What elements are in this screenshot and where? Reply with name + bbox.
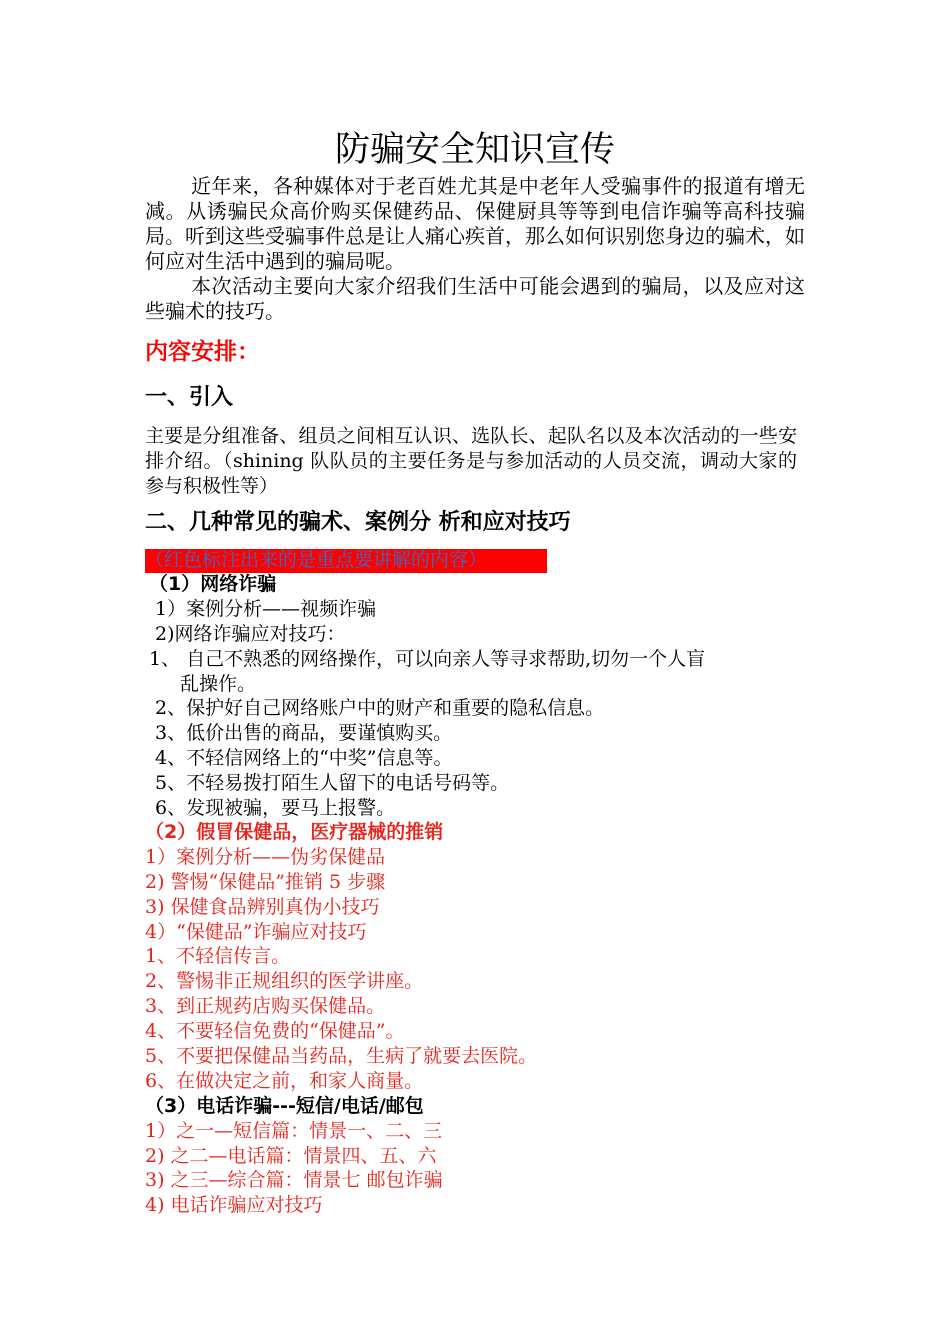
part-1-item: 4、不轻信网络上的“中奖”信息等。 [155,747,453,769]
part-1-item: 乱操作。 [180,673,257,695]
part-2-item: 2、警惕非正规组织的医学讲座。 [145,970,424,992]
part-1-item: 3、低价出售的商品，要谨慎购买。 [155,722,453,744]
part-2-item: 1、不轻信传言。 [145,945,291,967]
part-3-item: 1）之一—短信篇：情景一、二、三 [145,1120,443,1142]
part-1-item: 5、不轻易拨打陌生人留下的电话号码等。 [155,772,510,794]
intro-paragraph-1: 近年来，各种媒体对于老百姓尤其是中老年人受骗事件的报道有增无减。从诱骗民众高价购买保健药品、保健厨具等等到电信诈骗等高科技骗局。听到这些受骗事件总是让人痛心疾首，那么如何识别您身边的骗术，如何应对生活中遇到的骗局呢。 [145,174,805,273]
section-1-heading: 一、引入 [145,385,234,410]
part-2-item: 3) 保健食品辨别真伪小技巧 [145,896,380,918]
part-2-item: 6、在做决定之前，和家人商量。 [145,1070,424,1092]
part-3-item: 3) 之三—综合篇：情景七 邮包诈骗 [145,1169,443,1191]
content-heading: 内容安排： [145,339,260,365]
part-1-title: （1）网络诈骗 [149,573,277,595]
page-title: 防骗安全知识宣传 [334,130,615,170]
part-2-item: 4、不要轻信免费的“保健品”。 [145,1020,405,1042]
part-3-item: 2) 之二—电话篇：情景四、五、六 [145,1145,437,1167]
part-2-item: 3、到正规药店购买保健品。 [145,995,386,1017]
section-2-heading: 二、几种常见的骗术、案例分 析和应对技巧 [145,510,571,535]
part-2-item: 1）案例分析——伪劣保健品 [145,846,386,868]
part-3-item: 4) 电话诈骗应对技巧 [145,1194,323,1216]
intro-paragraph-2: 本次活动主要向大家介绍我们生活中可能会遇到的骗局，以及应对这些骗术的技巧。 [145,274,805,323]
part-2-item: 5、不要把保健品当药品，生病了就要去医院。 [145,1045,538,1067]
part-1-item: 6、发现被骗，要马上报警。 [155,797,396,819]
part-2-title: （2）假冒保健品，医疗器械的推销 [145,821,444,843]
part-3-title: （3）电话诈骗---短信/电话/邮包 [145,1095,424,1117]
part-1-item: 1、 自己不熟悉的网络操作，可以向亲人等寻求帮助,切勿一个人盲 [149,648,706,670]
part-1-item: 1）案例分析——视频诈骗 [155,598,377,620]
section-1-body: 主要是分组准备、组员之间相互认识、选队长、起队名以及本次活动的一些安排介绍。（shining 队队员的主要任务是与参加活动的人员交流，调动大家的参与积极性等） [145,425,797,497]
part-2-item: 4）“保健品”诈骗应对技巧 [145,921,367,943]
highlight-note: （红色标注出来的是重点要讲解的内容） [145,549,488,571]
part-2-item: 2) 警惕“保健品”推销 5 步骤 [145,871,386,893]
part-1-item: 2)网络诈骗应对技巧： [155,623,346,645]
part-1-item: 2、保护好自己网络账户中的财产和重要的隐私信息。 [155,697,605,719]
